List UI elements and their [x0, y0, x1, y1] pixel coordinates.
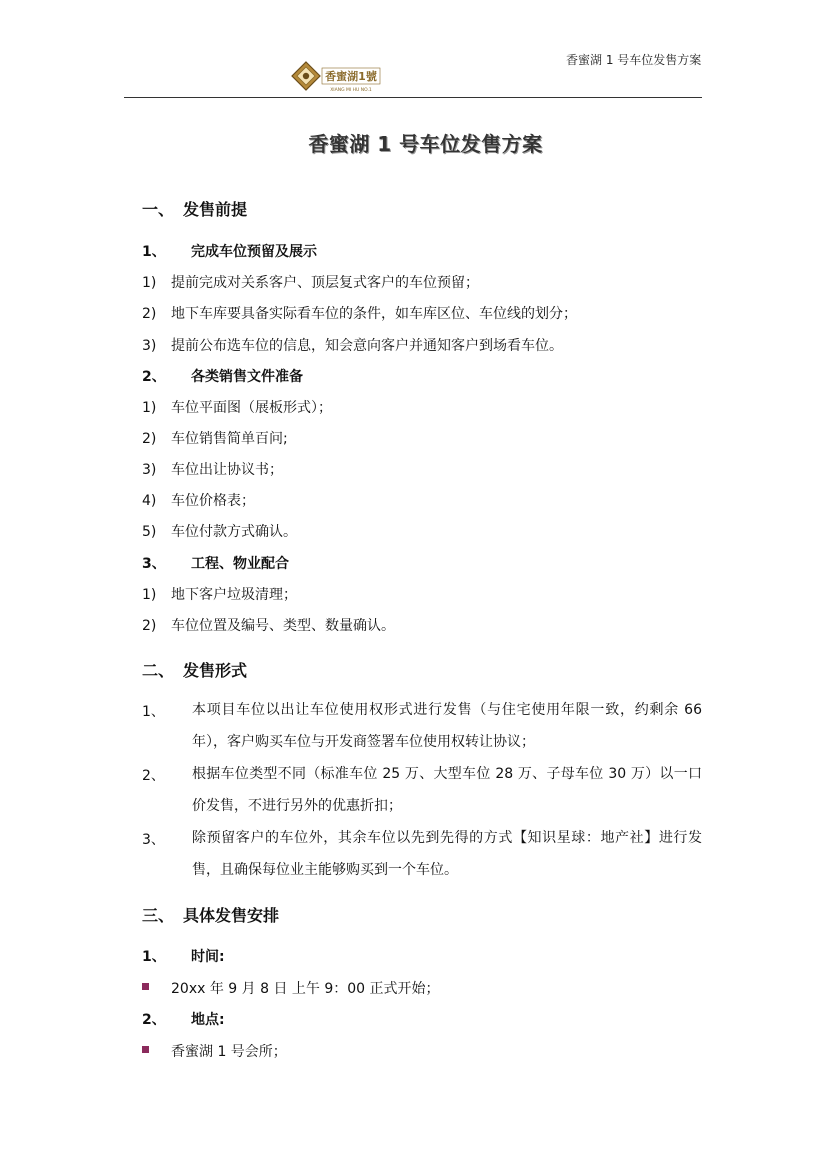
square-bullet-icon [142, 983, 149, 990]
list-item-number: 2) [142, 306, 157, 322]
paragraph-text: 本项目车位以出让车位使用权形式进行发售（与住宅使用年限一致，约剩余 66 年），客户购买车位与开发商签署车位使用权转让协议； [192, 702, 702, 750]
list-item-text: 车位出让协议书； [171, 462, 283, 478]
list-item-number: 1) [142, 400, 157, 416]
list-item-text: 地下车库要具备实际看车位的条件，如车库区位、车位线的划分； [171, 306, 577, 322]
section-title: 发售前提 [183, 200, 248, 219]
list-item-text: 车位销售简单百问; [171, 431, 288, 447]
subsection-title: 各类销售文件准备 [191, 369, 303, 385]
list-item [142, 303, 577, 323]
subsection-number: 2、 [142, 369, 166, 385]
list-item-text: 车位付款方式确认。 [171, 524, 297, 540]
running-header-title: 香蜜湖 1 号车位发售方案 [566, 53, 702, 67]
list-item-number: 1) [142, 275, 157, 291]
section-title: 具体发售安排 [183, 906, 280, 925]
subsection-number: 1、 [142, 949, 166, 965]
subsection-title: 时间: [191, 949, 225, 965]
list-item [142, 459, 283, 479]
list-item-number: 2) [142, 618, 157, 634]
header-divider [124, 97, 702, 98]
paragraph-text: 根据车位类型不同（标准车位 25 万、大型车位 28 万、子母车位 30 万）以一口价发售，不进行另外的优惠折扣； [192, 766, 702, 814]
subsection-title: 地点: [191, 1012, 225, 1028]
bullet-text: 香蜜湖 1 号会所； [171, 1044, 287, 1060]
square-bullet-icon [142, 1046, 149, 1053]
list-item-text: 提前完成对关系客户、顶层复式客户的车位预留； [171, 275, 479, 291]
list-item [142, 490, 255, 510]
list-item [142, 397, 332, 417]
list-item [142, 272, 479, 292]
list-item-text: 车位价格表； [171, 493, 255, 509]
subsection-title: 工程、物业配合 [191, 556, 289, 572]
section-number: 二、 [142, 661, 175, 680]
subsection-heading [142, 1009, 225, 1029]
logo-text: 香蜜湖1號 [325, 70, 377, 83]
logo-subtext: XIANG MI HU NO.1 [330, 88, 372, 93]
document-title: 香蜜湖 1 号车位发售方案 [308, 132, 543, 156]
subsection-number: 1、 [142, 244, 166, 260]
section-heading [142, 197, 247, 220]
subsection-number: 2、 [142, 1012, 166, 1028]
section-number: 一、 [142, 200, 175, 219]
list-item [142, 335, 563, 355]
bullet-text: 20xx 年 9 月 8 日 上午 9：00 正式开始； [171, 981, 440, 997]
list-item-text: 地下客户垃圾清理； [171, 587, 297, 603]
section-heading [142, 903, 279, 926]
list-item-number: 1) [142, 587, 157, 603]
section-title: 发售形式 [183, 661, 248, 680]
paragraph-number: 2、 [142, 768, 165, 784]
list-item-number: 4) [142, 493, 157, 509]
section-heading [142, 658, 247, 681]
paragraph-number: 1、 [142, 704, 165, 720]
paragraph-number: 3、 [142, 832, 165, 848]
list-item-number: 3) [142, 462, 157, 478]
list-item [142, 521, 297, 541]
subsection-heading [142, 553, 289, 573]
list-item-text: 车位平面图（展板形式）； [171, 400, 332, 416]
subsection-heading [142, 241, 317, 261]
list-item-number: 2) [142, 431, 157, 447]
logo-emblem-icon [292, 62, 320, 90]
list-item [142, 615, 395, 635]
list-item-text: 提前公布选车位的信息，知会意向客户并通知客户到场看车位。 [171, 338, 563, 354]
list-item-number: 3) [142, 338, 157, 354]
list-item-number: 5) [142, 524, 157, 540]
company-logo [290, 60, 382, 96]
list-item-text: 车位位置及编号、类型、数量确认。 [171, 618, 395, 634]
subsection-heading [142, 946, 225, 966]
list-item [142, 428, 288, 448]
list-item [142, 584, 297, 604]
section-number: 三、 [142, 906, 175, 925]
subsection-number: 3、 [142, 556, 166, 572]
subsection-heading [142, 366, 303, 386]
paragraph-text: 除预留客户的车位外，其余车位以先到先得的方式【知识星球：地产社】进行发售，且确保每位业主能够购买到一个车位。 [192, 830, 702, 878]
subsection-title: 完成车位预留及展示 [191, 244, 317, 260]
